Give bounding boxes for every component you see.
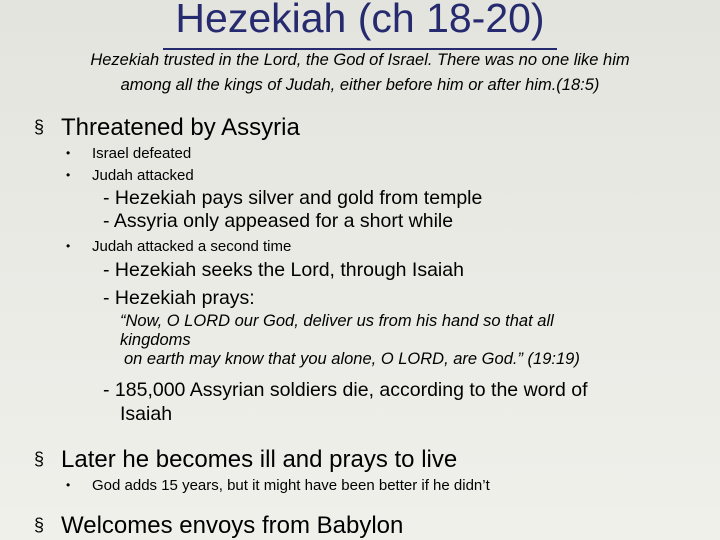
quote-line-2: kingdoms: [120, 331, 191, 349]
section-bullet-icon: §: [34, 449, 45, 469]
subtitle-line-2: among all the kings of Judah, either before him or after him.(18:5): [120, 76, 600, 94]
sub-bullet-israel: [66, 144, 191, 163]
dash-appeased: - Assyria only appeased for a short while: [103, 210, 454, 232]
sub-bullet-icon: •: [66, 239, 71, 253]
sub-bullet-years-text: God adds 15 years, but it might have been better if he didn’t: [92, 477, 490, 494]
sub-bullet-judah-text: Judah attacked: [92, 167, 194, 184]
dash-soldiers-cont: Isaiah: [120, 403, 173, 425]
bullet-threatened-text: Threatened by Assyria: [61, 114, 300, 141]
subtitle-line-1: Hezekiah trusted in the Lord, the God of Israel. There was no one like him: [90, 51, 630, 69]
bullet-envoys: [34, 511, 403, 540]
sub-bullet-years: [66, 476, 490, 495]
bullet-ill: [34, 445, 457, 474]
sub-bullet-judah: [66, 166, 194, 185]
quote-line-1: “Now, O LORD our God, deliver us from his hand so that all: [120, 312, 554, 330]
sub-bullet-icon: •: [66, 146, 71, 160]
dash-pays-silver: - Hezekiah pays silver and gold from temple: [103, 187, 483, 209]
dash-prays: - Hezekiah prays:: [103, 287, 255, 309]
section-bullet-icon: §: [34, 515, 45, 535]
sub-bullet-icon: •: [66, 168, 71, 182]
dash-seeks-lord: - Hezekiah seeks the Lord, through Isaiah: [103, 259, 464, 281]
sub-bullet-israel-text: Israel defeated: [92, 145, 192, 162]
sub-bullet-icon: •: [66, 478, 71, 492]
bullet-ill-text: Later he becomes ill and prays to live: [61, 446, 458, 473]
section-bullet-icon: §: [34, 117, 45, 137]
slide-title: Hezekiah (ch 18-20): [175, 0, 545, 41]
dash-soldiers: - 185,000 Assyrian soldiers die, according to the word of: [103, 379, 588, 401]
sub-bullet-second-attack-text: Judah attacked a second time: [92, 238, 292, 255]
bullet-threatened: [34, 113, 300, 142]
sub-bullet-second-attack: [66, 237, 291, 256]
bullet-envoys-text: Welcomes envoys from Babylon: [61, 512, 404, 539]
quote-line-3: on earth may know that you alone, O LORD, are God.” (19:19): [124, 350, 580, 368]
